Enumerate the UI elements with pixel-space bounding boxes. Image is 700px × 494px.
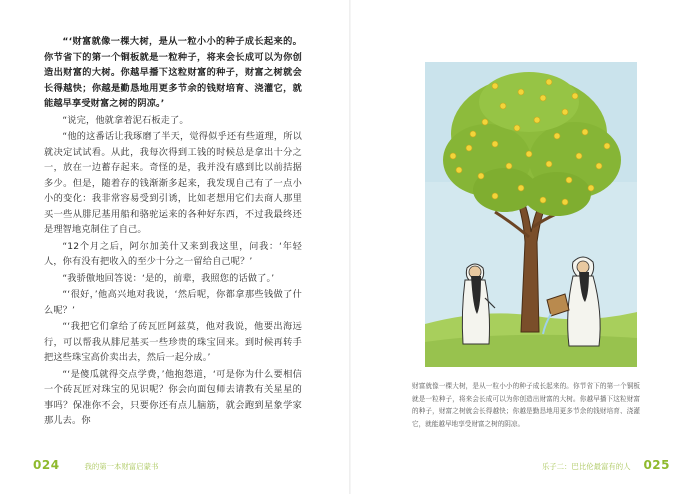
page-number: 025: [643, 458, 670, 472]
illustration-caption: 财富就像一棵大树，是从一粒小小的种子成长起来的。你节省下的第一个铜板就是一粒种子，将来会长成可以为你创造出财富的大树。你越早播下这粒财富的种子，财富之树就会长得越快；你越是勤恳地用更多节余的钱财培育、浇灌它，就能越早地享受财富之树的阴凉。: [412, 382, 640, 428]
right-folio: [542, 458, 670, 472]
paragraph: “‘很好，’他高兴地对我说，‘然后呢，你都拿那些钱做了什么呢？’: [44, 289, 302, 316]
paragraph: “12个月之后，阿尔加美什又来到我这里，问我：‘年轻人，你有没有把收入的至少十分之一留给自己呢？’: [44, 240, 302, 267]
paragraph: “我骄傲地回答说：‘是的，前辈，我照您的话做了。’: [62, 272, 275, 284]
page-number: 024: [33, 458, 60, 472]
running-title: 我的第一本财富启蒙书: [84, 462, 159, 471]
paragraph: “‘财富就像一棵大树，是从一粒小小的种子成长起来的。你节省下的第一个铜板就是一粒种子，将来会长成可以为你创造出财富的大树。你越早播下这粒财富的种子，财富之树就会长得越快；你越是勤恳地用更多节余的钱财培育、浇灌它，就能越早享受财富之树的阴凉。’: [44, 36, 302, 109]
paragraph: “‘是傻瓜就得交点学费，’他抱怨道，‘可是你为什么要相信一个砖瓦匠对珠宝的见识呢？你会向面包师去请教有关星星的事吗？保准你不会，只要你还有点儿脑筋，就会跑到星象学家那儿去。你: [44, 368, 302, 426]
running-title: 乐子二：巴比伦最富有的人: [541, 462, 631, 471]
left-folio: [33, 458, 158, 472]
paragraph: “说完，他就拿着泥石板走了。: [62, 114, 189, 126]
tree-with-two-old-men-illustration: [425, 62, 637, 367]
grass-foreground: [425, 335, 637, 367]
paragraph: “‘我把它们拿给了砖瓦匠阿兹莫，他对我说，他要出海远行，可以帮我从腓尼基买一些珍贵的珠宝回来。到时候再转手把这些珠宝高价卖出去，然后一起分成。’: [44, 321, 302, 363]
right-page: [350, 0, 700, 494]
paragraph: “他的这番话让我琢磨了半天，觉得似乎还有些道理，所以就决定试试看。从此，我每次得到工钱的时候总是拿出十分之一，放在一边蓄存起来。奇怪的是，我并没有感到比以前拮据多少。但是，随着存的钱渐渐多起来，我发现自己有了一点小小的变化：我非常容易受到引诱，比如老想用它们去商人那里买一些从腓尼基用船和骆驼运来的各种好东西，不过我最终还是理智地克制住了自己。: [44, 131, 302, 235]
body-text: [44, 34, 302, 430]
